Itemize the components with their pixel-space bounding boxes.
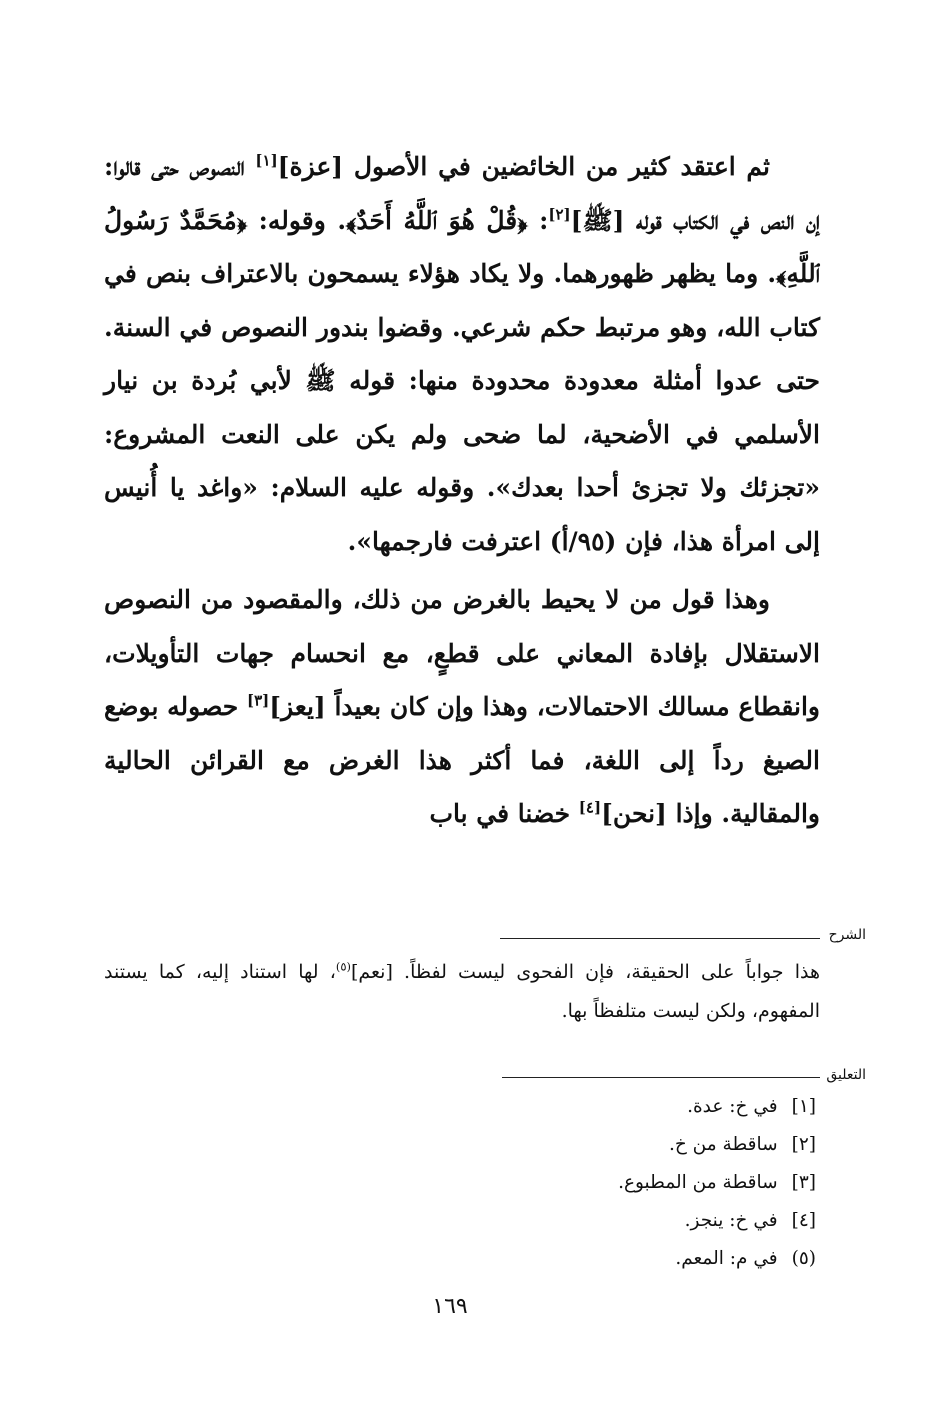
footnote-text: ساقطة من خ.: [668, 1134, 778, 1155]
footnote-text: في خ: ينجز.: [684, 1210, 778, 1231]
paragraph-1-text-a: ثم اعتقد كثير من الخائضين في الأصول [عزة]: [277, 152, 771, 181]
footnote-item: [618, 1088, 816, 1126]
footnote-number: [٣]: [791, 1172, 816, 1193]
paragraph-2-text-b: حصوله بوضع الصيغ رداً إلى اللغة، فما أكثر هذا الغرض مع القرائن الحالية والمقالية. وإذا [نحن]: [104, 692, 820, 828]
footnote-ref-5: (٥): [335, 959, 351, 974]
footnote-text: ساقطة من المطبوع.: [618, 1172, 778, 1193]
paragraph-2-text-c: خضنا في باب: [429, 799, 579, 828]
paragraph-2-text-a: وهذا قول من لا يحيط بالغرض من ذلك، والمقصود من النصوص الاستقلال بإفادة المعاني على قطعٍ، مع انحسام جهات التأويلات، وانقطاع مسالك الاحتمالات، وهذا وإن كان بعيداً [يعز]: [104, 585, 820, 721]
footnote-ref-1: [١]: [255, 151, 278, 170]
footnote-number: (٥): [791, 1248, 816, 1269]
sharh-text-a: هذا جواباً على الحقيقة، فإن الفحوى ليست لفظاً. [نعم]: [350, 961, 820, 983]
sharh-text-b: ، لها استناد إليه، كما يستند المفهوم، ولكن ليست متلفظاً بها.: [104, 961, 820, 1022]
footnote-number: [٢]: [791, 1134, 816, 1155]
footnote-text: في خ: عدة.: [687, 1096, 778, 1117]
footnote-item: [618, 1202, 816, 1240]
footnote-item: [618, 1164, 816, 1202]
sharh-divider: [500, 938, 820, 939]
page-number: ١٦٩: [432, 1294, 468, 1319]
main-text: [104, 140, 820, 841]
footnotes-list: [618, 1088, 816, 1278]
footnote-ref-2: [٢]: [548, 205, 571, 224]
footnote-number: [٤]: [791, 1210, 816, 1231]
sharh-text: [104, 953, 820, 1031]
sharh-label: الشرح: [828, 927, 866, 943]
footnote-number: [١]: [791, 1096, 816, 1117]
paragraph-1-text-b: النصوص حتى قالوا: إن النص في الكتاب قوله [ﷺ]: [104, 152, 820, 235]
footnote-ref-3: [٣]: [246, 691, 270, 710]
paragraph-2: [104, 573, 820, 841]
footnote-item: [618, 1126, 816, 1164]
paragraph-1-text-c: : ﴿قُلْ هُوَ ٱللَّهُ أَحَدٌ﴾. وقوله: ﴿مُحَمَّدٌ رَسُولُ ٱللَّهِ﴾. وما يظهر ظهورهما. ولا يكاد هؤلاء يسمحون بالاعتراف بنص في كتاب الله، وهو مرتبط حكم شرعي. وقضوا بندور النصوص في السنة. حتى عدوا أمثلة معدودة محدودة منها: قوله ﷺ لأبي بُردة بن نيار الأسلمي في الأضحية، لما ضحى ولم يكن على النعت المشروع: «تجزئك ولا تجزئ أحدا بعدك». وقوله عليه السلام: «واغد يا أُنيس إلى امرأة هذا، فإن (٩٥/أ) اعترفت فارجمها».: [104, 205, 820, 556]
taliq-divider: [502, 1077, 820, 1078]
paragraph-1: [104, 140, 820, 568]
footnote-ref-4: [٤]: [578, 798, 602, 817]
taliq-label: التعليق: [826, 1067, 866, 1083]
footnote-text: في م: المعم.: [675, 1248, 778, 1269]
footnote-item: [618, 1240, 816, 1278]
